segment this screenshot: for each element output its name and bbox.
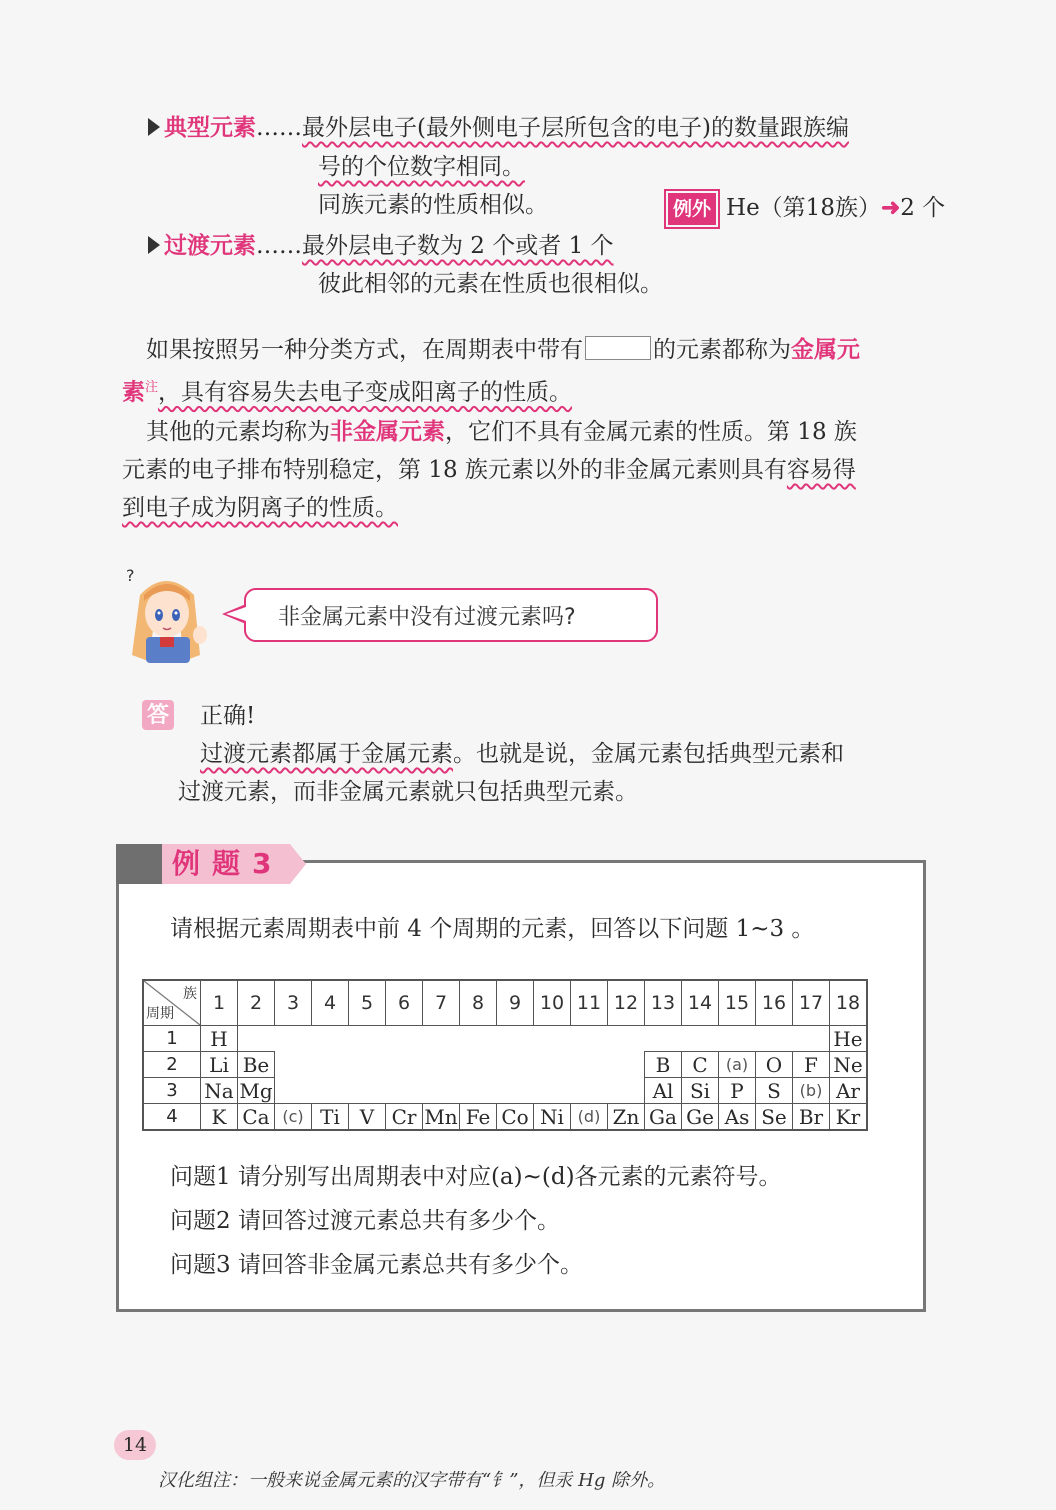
element-cell: P — [719, 1078, 756, 1104]
empty-cell — [756, 1026, 793, 1052]
group-header-cell: 8 — [460, 981, 497, 1026]
group-header-cell: 9 — [497, 981, 534, 1026]
periodic-table — [143, 980, 867, 1130]
metal-text-part2: 的元素都称为 — [653, 337, 791, 363]
question-1: 问题1 请分别写出周期表中对应(a)~(d)各元素的元素符号。 — [170, 1164, 782, 1190]
element-cell: O — [756, 1052, 793, 1078]
group-header-cell: 11 — [571, 981, 608, 1026]
empty-cell — [571, 1052, 608, 1078]
table-header-row — [144, 981, 867, 1026]
exception-note — [668, 193, 945, 225]
period-cell: 2 — [144, 1052, 201, 1078]
nonmetal-text-part2: ，它们不具有金属元素的性质。第 18 族 — [445, 419, 857, 445]
element-cell: Ti — [312, 1104, 349, 1130]
typical-element-text2-line — [318, 152, 525, 182]
unknown-element-cell: (c) — [275, 1104, 312, 1130]
typical-element-label: 典型元素 — [164, 114, 256, 141]
element-cell: Ni — [534, 1104, 571, 1130]
nonmetal-text-line3: 到电子成为阴离子的性质。 — [122, 495, 398, 521]
question-2: 问题2 请回答过渡元素总共有多少个。 — [170, 1208, 560, 1234]
group-header-cell: 14 — [682, 981, 719, 1026]
empty-cell — [386, 1078, 423, 1104]
blank-box — [585, 336, 651, 360]
nonmetal-paragraph-line1 — [146, 417, 857, 447]
empty-cell — [497, 1026, 534, 1052]
nonmetal-text-line2b: 容易得 — [786, 457, 856, 483]
group-header-cell: 1 — [201, 981, 238, 1026]
exception-badge: 例外 — [668, 193, 716, 225]
example-tab-dark — [116, 844, 162, 884]
element-cell: Kr — [830, 1104, 867, 1130]
group-header-cell: 3 — [275, 981, 312, 1026]
period-cell: 3 — [144, 1078, 201, 1104]
group-header-cell: 4 — [312, 981, 349, 1026]
exception-text: He（第18族） — [726, 195, 881, 221]
empty-cell — [312, 1026, 349, 1052]
empty-cell — [460, 1026, 497, 1052]
element-cell: Fe — [460, 1104, 497, 1130]
typical-element-text3: 同族元素的性质相似。 — [318, 192, 548, 218]
element-cell: Ne — [830, 1052, 867, 1078]
transition-element-line — [148, 231, 614, 261]
element-cell: H — [201, 1026, 238, 1052]
group-header-cell: 16 — [756, 981, 793, 1026]
element-cell: Se — [756, 1104, 793, 1130]
empty-cell — [275, 1052, 312, 1078]
empty-cell — [386, 1052, 423, 1078]
nonmetal-text-line2a: 元素的电子排布特别稳定，第 18 族元素以外的非金属元素则具有 — [122, 457, 787, 483]
element-cell: Ca — [238, 1104, 275, 1130]
nonmetal-text-part1: 其他的元素均称为 — [146, 419, 330, 445]
empty-cell — [460, 1052, 497, 1078]
nonmetal-element-label: 非金属元素 — [330, 418, 445, 445]
table-row — [144, 1052, 867, 1078]
element-cell: K — [201, 1104, 238, 1130]
element-cell: Mn — [424, 1104, 458, 1129]
empty-cell — [534, 1078, 571, 1104]
bubble-tail-inner — [226, 607, 246, 621]
empty-cell — [682, 1026, 719, 1052]
empty-cell — [312, 1078, 349, 1104]
element-cell: S — [756, 1078, 793, 1104]
empty-cell — [645, 1026, 682, 1052]
empty-cell — [534, 1026, 571, 1052]
page-number: 14 — [114, 1430, 156, 1460]
empty-cell — [349, 1078, 386, 1104]
table-row — [144, 1078, 867, 1104]
nonmetal-paragraph-line3 — [122, 493, 398, 523]
answer-line2b: 。也就是说，金属元素包括典型元素和 — [453, 741, 844, 767]
metal-element-label: 金属元 — [791, 336, 860, 363]
metal-text-part1: 如果按照另一种分类方式，在周期表中带有 — [146, 337, 583, 363]
group-header-cell: 18 — [830, 981, 867, 1026]
empty-cell — [608, 1052, 645, 1078]
element-cell: Br — [793, 1104, 830, 1130]
element-cell: Si — [682, 1078, 719, 1104]
empty-cell — [423, 1026, 460, 1052]
group-header-cell: 5 — [349, 981, 386, 1026]
element-cell: F — [793, 1052, 830, 1078]
example-tab-label: 例题3 — [162, 844, 290, 884]
example-intro: 请根据元素周期表中前 4 个周期的元素，回答以下问题 1~3 。 — [170, 916, 815, 942]
element-cell: C — [682, 1052, 719, 1078]
period-cell: 1 — [144, 1026, 201, 1052]
empty-cell — [534, 1052, 571, 1078]
footnote: 汉化组注：一般来说金属元素的汉字带有“钅”，但汞 Hg 除外。 — [158, 1470, 666, 1491]
group-header-cell: 6 — [386, 981, 423, 1026]
triangle-bullet-icon — [148, 236, 160, 254]
element-cell: As — [719, 1104, 756, 1130]
empty-cell — [312, 1052, 349, 1078]
element-cell: Ga — [645, 1104, 682, 1130]
group-header-cell: 13 — [645, 981, 682, 1026]
question-3: 问题3 请回答非金属元素总共有多少个。 — [170, 1252, 583, 1278]
period-cell: 4 — [144, 1104, 201, 1130]
example-tab-arrow — [290, 844, 306, 884]
group-header-cell: 10 — [534, 981, 571, 1026]
empty-cell — [719, 1026, 756, 1052]
empty-cell — [275, 1026, 312, 1052]
empty-cell — [423, 1078, 460, 1104]
dots: …… — [256, 115, 302, 141]
girl-character-illustration — [120, 565, 212, 665]
group-header-cell: 12 — [608, 981, 645, 1026]
bubble-question: 非金属元素中没有过渡元素吗? — [278, 605, 576, 630]
unknown-element-cell: (b) — [793, 1078, 830, 1104]
svg-text:?: ? — [126, 566, 135, 585]
element-cell: V — [349, 1104, 386, 1130]
transition-element-label: 过渡元素 — [164, 232, 256, 259]
period-header: 周期 — [146, 1006, 174, 1022]
nonmetal-paragraph-line2 — [122, 455, 856, 485]
metal-element-label-end: 素 — [122, 378, 145, 406]
group-header-cell: 2 — [238, 981, 275, 1026]
element-cell: Be — [238, 1052, 275, 1078]
speech-bubble — [244, 588, 658, 642]
element-cell: He — [830, 1026, 867, 1052]
empty-cell — [608, 1078, 645, 1104]
empty-cell — [608, 1026, 645, 1052]
typical-element-line — [148, 113, 849, 143]
element-cell: Ge — [682, 1104, 719, 1130]
empty-cell — [423, 1052, 460, 1078]
unknown-element-cell: (a) — [719, 1052, 756, 1078]
metal-paragraph-line1 — [146, 335, 860, 365]
note-mark: 注 — [145, 380, 159, 395]
table-row — [144, 1026, 867, 1052]
empty-cell — [275, 1078, 312, 1104]
element-cell: B — [645, 1052, 682, 1078]
element-cell: Ar — [830, 1078, 867, 1104]
typical-element-text2: 号的个位数字相同。 — [318, 154, 525, 180]
answer-badge: 答 — [142, 700, 174, 730]
dots: …… — [256, 233, 302, 259]
element-cell: Al — [645, 1078, 682, 1104]
answer-line1: 正确! — [200, 703, 256, 729]
empty-cell — [571, 1078, 608, 1104]
empty-cell — [386, 1026, 423, 1052]
group-header-cell: 15 — [719, 981, 756, 1026]
metal-paragraph-line2 — [122, 373, 572, 408]
answer-line3: 过渡元素，而非金属元素就只包括典型元素。 — [178, 779, 638, 805]
table-corner-cell — [144, 981, 201, 1026]
element-cell: Co — [497, 1104, 534, 1130]
table-row — [144, 1104, 867, 1130]
element-cell: Zn — [608, 1104, 645, 1130]
transition-element-text1: 最外层电子数为 2 个或者 1 个 — [302, 233, 614, 259]
empty-cell — [349, 1052, 386, 1078]
empty-cell — [349, 1026, 386, 1052]
group-header: 族 — [183, 986, 197, 1002]
element-cell: Mg — [239, 1078, 273, 1103]
exception-value: 2 个 — [900, 195, 946, 221]
empty-cell — [238, 1026, 275, 1052]
element-cell: Cr — [386, 1104, 423, 1130]
group-header-cell: 17 — [793, 981, 830, 1026]
empty-cell — [497, 1078, 534, 1104]
empty-cell — [793, 1026, 830, 1052]
element-cell: Li — [201, 1052, 238, 1078]
empty-cell — [497, 1052, 534, 1078]
empty-cell — [571, 1026, 608, 1052]
unknown-element-cell: (d) — [571, 1104, 608, 1130]
transition-element-text2: 彼此相邻的元素在性质也很相似。 — [318, 271, 663, 297]
metal-text-part3: ，具有容易失去电子变成阳离子的性质。 — [158, 379, 573, 406]
element-cell: Na — [201, 1078, 238, 1104]
typical-element-text1: 最外层电子(最外侧电子层所包含的电子)的数量跟族编 — [302, 115, 849, 141]
arrow-right-icon: ➜ — [880, 194, 901, 221]
empty-cell — [460, 1078, 497, 1104]
group-header-cell: 7 — [423, 981, 460, 1026]
answer-line2a: 过渡元素都属于金属元素 — [200, 741, 453, 767]
answer-line2 — [200, 739, 844, 769]
triangle-bullet-icon — [148, 118, 160, 136]
